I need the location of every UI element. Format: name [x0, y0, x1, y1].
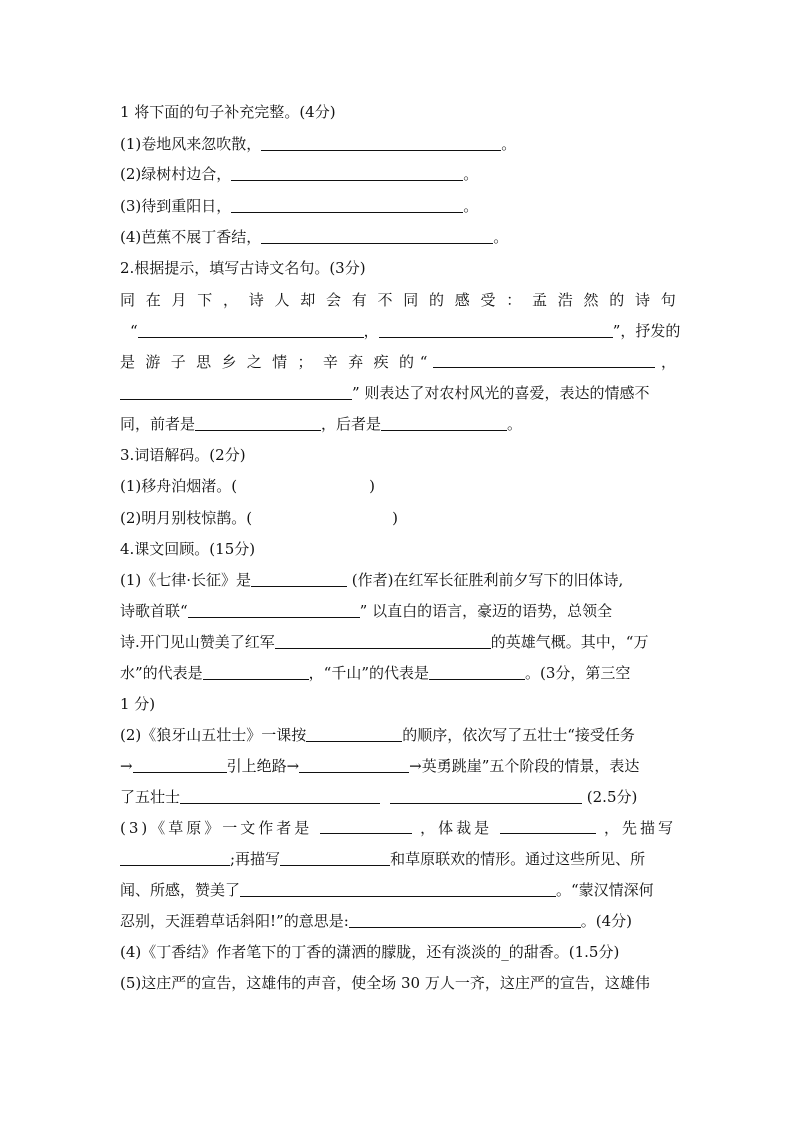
q4-p2-g: (2.5分): [582, 788, 638, 806]
q4-p3-b1: ;再描写: [230, 850, 281, 868]
q2-line-1-char: 孟: [532, 291, 548, 309]
q2-line-1-char: 诗: [635, 291, 651, 309]
answer-blank[interactable]: [120, 384, 352, 400]
q2-line-3-chars: [120, 352, 414, 372]
period: 。: [463, 165, 479, 183]
answer-blank[interactable]: [379, 322, 613, 338]
q4-p3-line-4: [120, 911, 676, 931]
q4-p1-a: (1)《七律·长征》是: [120, 571, 252, 589]
q2-line-4-tail: ” 则表达了对农村风光的喜爱，表达的情感不: [352, 384, 650, 402]
q3-item-2-text: (2)明月别枝惊鹊。(: [120, 509, 253, 527]
q2-line-3-char: 游: [145, 353, 161, 371]
q2-line-3-char: 思: [196, 353, 212, 371]
period: 。: [493, 228, 509, 246]
q4-p1-d: ” 以直白的语言，豪迈的语势，总领全: [359, 602, 613, 620]
q2-line-3-char: 子: [170, 353, 186, 371]
q2-line-1-char: 然: [583, 291, 599, 309]
q1-item-2-text: (2)绿树村边合，: [120, 165, 232, 183]
q3-item-2: [120, 508, 676, 528]
answer-blank[interactable]: [349, 912, 581, 928]
period: 。: [463, 197, 479, 215]
q4-p2-e: →英勇跳崖”五个阶段的情景，表达: [409, 757, 640, 775]
answer-blank[interactable]: [381, 415, 507, 431]
q4-p3-line-2: [120, 849, 676, 869]
answer-blank[interactable]: [280, 850, 390, 866]
q2-line-1-char: ：: [506, 291, 522, 309]
q4-p2-a: (2)《狼牙山五壮士》一课按: [120, 726, 307, 744]
q1-item-4-text: (4)芭蕉不展丁香结，: [120, 228, 262, 246]
q2-line-3-char: 情: [272, 353, 288, 371]
q2-line-1-char: 的: [429, 291, 445, 309]
q2-line-1-char: 受: [480, 291, 496, 309]
answer-blank[interactable]: [299, 757, 409, 773]
q4-p5: (5)这庄严的宣告，这雄伟的声音，使全场 30 万人一齐，这庄严的宣告，这雄伟: [120, 974, 650, 992]
q2-line-1-char: 月: [171, 291, 187, 309]
answer-blank[interactable]: [231, 165, 463, 181]
q2-line-1-char: 却: [300, 291, 316, 309]
answer-blank[interactable]: [188, 602, 360, 618]
q4-p3-d1: 忍别，天涯碧草话斜阳!”的意思是:: [120, 912, 349, 930]
answer-blank[interactable]: [275, 633, 491, 649]
close-paren: ): [392, 509, 398, 527]
close-paren: ): [369, 477, 375, 495]
q4-p2-line-1: [120, 725, 676, 745]
q4-p3-c1: 闻、所感，赞美了: [120, 881, 241, 899]
q4-p1-line-5: 1 分): [120, 695, 156, 713]
q2-line-1-char: 下: [197, 291, 213, 309]
q2-line-3-char: 的: [398, 353, 414, 371]
q4-p1-line-3: [120, 632, 676, 652]
q3-item-1-text: (1)移舟泊烟渚。(: [120, 477, 238, 495]
q2-line-2-tail: ”，抒发的: [612, 322, 681, 340]
q2-line-3-char: 辛: [322, 353, 338, 371]
q4-p3-a1: (3)《草原》一文作者是: [120, 819, 313, 837]
q2-line-1-char: 感: [454, 291, 470, 309]
q1-item-4: [120, 227, 676, 247]
q3-title: 3.词语解码。(2分): [120, 446, 246, 464]
q2-line-3-char: 是: [120, 353, 136, 371]
q2-line-3-char: 之: [246, 353, 262, 371]
q2-line-1-char: 有: [351, 291, 367, 309]
q2-line-3-char: 弃: [348, 353, 364, 371]
open-quote: “: [419, 353, 428, 371]
q4-p3-line-1: [120, 818, 676, 838]
q2-line-1: [120, 290, 676, 310]
q2-line-1-char: 不: [377, 291, 393, 309]
q2-line-1-char: ，: [223, 291, 239, 309]
q2-line-3-char: 疾: [373, 353, 389, 371]
q4-p2-d: 引上绝路→: [226, 757, 300, 775]
q2-line-3-char: 乡: [221, 353, 237, 371]
q1-item-2: [120, 164, 676, 184]
q4-p3-d2: 。(4分): [580, 912, 633, 930]
q1-item-3-text: (3)待到重阳日，: [120, 197, 232, 215]
period: 。: [501, 135, 517, 153]
q4-p3-line-3: [120, 880, 676, 900]
answer-blank[interactable]: [240, 881, 556, 897]
q2-line-5: [120, 414, 676, 434]
q2-line-1-char: 浩: [557, 291, 573, 309]
answer-blank[interactable]: [251, 571, 347, 587]
q4-p1-e: 诗.开门见山赞美了红军: [120, 633, 275, 651]
q2-line-1-char: 人: [274, 291, 290, 309]
q4-p1-c: 诗歌首联“: [120, 602, 188, 620]
q2-line-1-char: 在: [145, 291, 161, 309]
q4-p1-g: 水”的代表是: [120, 664, 203, 682]
q2-line-1-char: 诗: [248, 291, 264, 309]
answer-blank[interactable]: [390, 788, 582, 804]
q2-line-3-char: ；: [297, 353, 313, 371]
answer-blank[interactable]: [261, 135, 501, 151]
q3-item-1: [120, 476, 676, 496]
q4-p2-line-2: [120, 756, 676, 776]
q2-line-1-char: 会: [326, 291, 342, 309]
comma: ，: [660, 353, 676, 371]
q1-item-1: [120, 134, 676, 154]
answer-blank[interactable]: [138, 322, 364, 338]
q4-p1-line-2: [120, 601, 676, 621]
answer-blank[interactable]: [306, 726, 402, 742]
q1-item-1-text: (1)卷地风来忽吹散，: [120, 135, 262, 153]
q2-line-4: [120, 383, 676, 403]
answer-blank[interactable]: [429, 664, 525, 680]
answer-blank[interactable]: [231, 197, 463, 213]
arrow: →: [120, 757, 133, 775]
q1-title: 1 将下面的句子补充完整。(4分): [120, 103, 336, 121]
q4-p1-f: 的英雄气概。其中，“万: [490, 633, 649, 651]
q4-p1-b: (作者)在红军长征胜利前夕写下的旧体诗,: [347, 571, 624, 589]
q4-p3-b2: 和草原联欢的情形。通过这些所见、所: [390, 850, 646, 868]
answer-blank[interactable]: [320, 818, 412, 834]
q2-line-1-char: 句: [660, 291, 676, 309]
q4-p3-a3: ，先描写: [603, 819, 676, 837]
answer-blank[interactable]: [195, 415, 321, 431]
q2-line-1-char: 同: [403, 291, 419, 309]
comma: ，: [363, 322, 379, 340]
q2-line-1-char: 同: [120, 291, 136, 309]
q2-line-1-char: 的: [609, 291, 625, 309]
q4-p1-line-4: [120, 663, 676, 683]
q4-p2-b: 的顺序，依次写了五壮士“接受任务: [402, 726, 635, 744]
q2-line-5-a: 同，前者是: [120, 415, 196, 433]
q2-title: 2.根据提示，填写古诗文名句。(3分): [120, 259, 366, 277]
q2-line-2: [120, 321, 681, 341]
q4-p4: (4)《丁香结》作者笔下的丁香的潇洒的朦胧，还有淡淡的_的甜香。(1.5分): [120, 943, 620, 961]
q4-p3-a2: ，体裁是: [420, 819, 493, 837]
answer-blank[interactable]: [261, 228, 493, 244]
open-quote: “: [130, 322, 138, 340]
q1-item-3: [120, 196, 676, 216]
answer-blank[interactable]: [500, 818, 596, 834]
q4-p1-line-1: [120, 570, 676, 590]
q2-line-3: [120, 352, 676, 372]
answer-blank[interactable]: [133, 757, 227, 773]
answer-blank[interactable]: [433, 352, 655, 368]
q4-p2-f: 了五壮士: [120, 788, 181, 806]
period: 。: [507, 415, 523, 433]
q4-p1-h: ，“千山”的代表是: [308, 664, 430, 682]
q4-p2-line-3: [120, 787, 676, 807]
answer-blank[interactable]: [203, 664, 309, 680]
q4-title: 4.课文回顾。(15分): [120, 540, 256, 558]
answer-blank[interactable]: [180, 788, 380, 804]
q4-p1-i: 。(3分，第三空: [525, 664, 631, 682]
q2-line-5-b: ，后者是: [321, 415, 382, 433]
answer-blank[interactable]: [120, 850, 230, 866]
q4-p3-c2: 。“蒙汉情深何: [556, 881, 654, 899]
